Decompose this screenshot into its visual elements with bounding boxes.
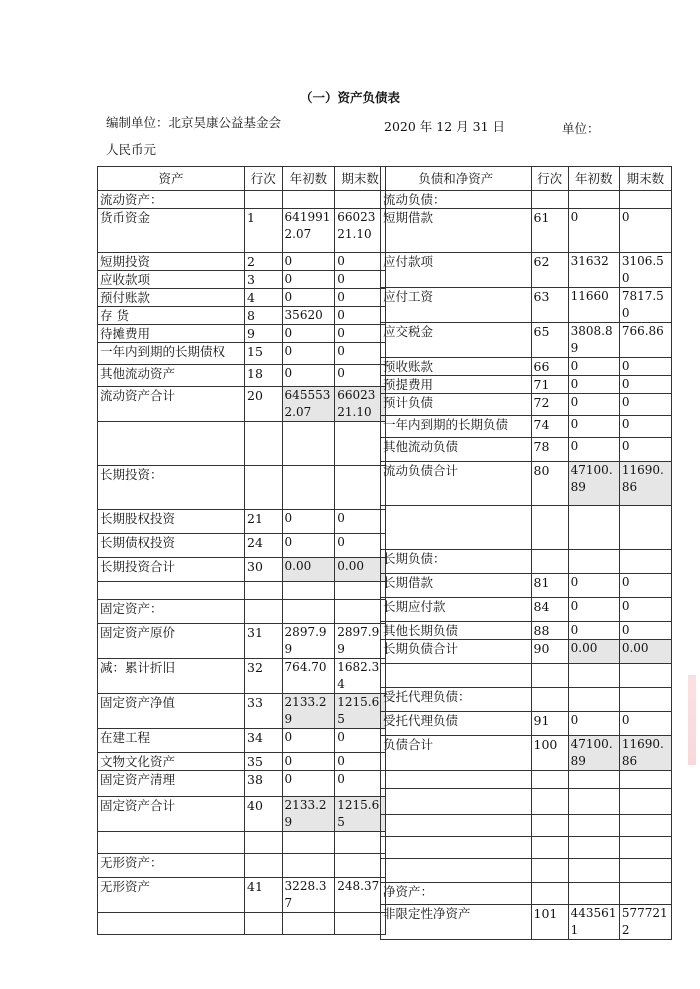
opening-balance-cell xyxy=(282,191,335,209)
item-name-cell: 固定资产净值 xyxy=(98,694,245,729)
item-name-cell: 一年内到期的长期债权 xyxy=(98,343,245,365)
column-header: 行次 xyxy=(245,167,283,191)
opening-balance-cell xyxy=(568,815,619,837)
table-row xyxy=(381,736,672,771)
table-row xyxy=(381,288,672,323)
opening-balance-cell: 0 xyxy=(282,289,335,307)
table-row xyxy=(98,387,386,422)
item-name-cell: 预提费用 xyxy=(381,376,532,394)
item-name-cell: 货币资金 xyxy=(98,209,245,253)
closing-balance-cell: 0.00 xyxy=(335,558,386,582)
table-row xyxy=(98,832,386,854)
opening-balance-cell: 3808.89 xyxy=(568,323,619,358)
line-number-cell: 66 xyxy=(531,358,568,376)
opening-balance-cell xyxy=(568,859,619,883)
table-row xyxy=(98,913,386,935)
column-header: 年初数 xyxy=(282,167,335,191)
line-number-cell: 63 xyxy=(531,288,568,323)
opening-balance-cell: 35620 xyxy=(282,307,335,325)
opening-balance-cell: 0 xyxy=(282,253,335,271)
table-row xyxy=(98,878,386,913)
closing-balance-cell: 0 xyxy=(619,394,671,416)
table-row xyxy=(381,837,672,859)
line-number-cell: 1 xyxy=(245,209,283,253)
table-row xyxy=(381,394,672,416)
line-number-cell: 33 xyxy=(245,694,283,729)
closing-balance-cell: 2897.99 xyxy=(335,624,386,659)
opening-balance-cell: 0 xyxy=(568,376,619,394)
line-number-cell: 21 xyxy=(245,510,283,534)
item-name-cell xyxy=(381,859,532,883)
item-name-cell: 其他流动资产 xyxy=(98,365,245,387)
table-row xyxy=(381,438,672,462)
opening-balance-cell: 0 xyxy=(282,365,335,387)
table-row xyxy=(381,664,672,688)
report-date: 2020 年 12 月 31 日 xyxy=(384,119,505,134)
closing-balance-cell: 1215.65 xyxy=(335,797,386,832)
item-name-cell: 负债合计 xyxy=(381,736,532,771)
opening-balance-cell: 3228.37 xyxy=(282,878,335,913)
item-name-cell: 其他流动负债 xyxy=(381,438,532,462)
table-row xyxy=(98,753,386,771)
closing-balance-cell xyxy=(335,854,386,878)
closing-balance-cell: 0 xyxy=(619,622,671,640)
item-name-cell: 应付工资 xyxy=(381,288,532,323)
line-number-cell: 78 xyxy=(531,438,568,462)
opening-balance-cell xyxy=(568,550,619,574)
item-name-cell: 长期股权投资 xyxy=(98,510,245,534)
line-number-cell: 2 xyxy=(245,253,283,271)
reporting-unit: 编制单位：北京昊康公益基金会 xyxy=(106,115,282,130)
item-name-cell: 无形资产 xyxy=(98,878,245,913)
line-number-cell xyxy=(245,600,283,624)
opening-balance-cell: 6455532.07 xyxy=(282,387,335,422)
item-name-cell: 受托代理负债： xyxy=(381,688,532,712)
closing-balance-cell xyxy=(619,191,671,209)
closing-balance-cell xyxy=(335,466,386,510)
table-row xyxy=(381,622,672,640)
line-number-cell xyxy=(245,422,283,466)
item-name-cell: 短期借款 xyxy=(381,209,532,253)
table-row xyxy=(98,600,386,624)
assets-table xyxy=(97,166,386,935)
closing-balance-cell xyxy=(619,837,671,859)
closing-balance-cell: 0 xyxy=(335,325,386,343)
table-row xyxy=(98,510,386,534)
closing-balance-cell: 0 xyxy=(619,209,671,253)
closing-balance-cell: 11690.86 xyxy=(619,462,671,506)
closing-balance-cell: 0 xyxy=(335,365,386,387)
line-number-cell: 3 xyxy=(245,271,283,289)
closing-balance-cell xyxy=(619,771,671,789)
opening-balance-cell: 0 xyxy=(568,394,619,416)
opening-balance-cell xyxy=(568,506,619,550)
closing-balance-cell: 0 xyxy=(619,712,671,736)
table-row xyxy=(98,422,386,466)
line-number-cell xyxy=(245,466,283,510)
item-name-cell xyxy=(381,789,532,815)
table-row xyxy=(381,550,672,574)
opening-balance-cell xyxy=(282,466,335,510)
item-name-cell xyxy=(381,771,532,789)
item-name-cell: 文物文化资产 xyxy=(98,753,245,771)
item-name-cell xyxy=(381,837,532,859)
opening-balance-cell: 0 xyxy=(282,343,335,365)
item-name-cell: 其他长期负债 xyxy=(381,622,532,640)
closing-balance-cell: 0 xyxy=(619,574,671,598)
table-row xyxy=(98,466,386,510)
item-name-cell: 应交税金 xyxy=(381,323,532,358)
opening-balance-cell: 0 xyxy=(568,574,619,598)
opening-balance-cell: 2897.99 xyxy=(282,624,335,659)
opening-balance-cell: 0 xyxy=(568,622,619,640)
line-number-cell: 30 xyxy=(245,558,283,582)
line-number-cell: 65 xyxy=(531,323,568,358)
item-name-cell xyxy=(98,422,245,466)
opening-balance-cell xyxy=(568,191,619,209)
opening-balance-cell: 4435611 xyxy=(568,905,619,940)
column-header: 期末数 xyxy=(619,167,671,191)
line-number-cell: 24 xyxy=(245,534,283,558)
closing-balance-cell: 5777212 xyxy=(619,905,671,940)
opening-balance-cell: 2133.29 xyxy=(282,797,335,832)
item-name-cell: 待摊费用 xyxy=(98,325,245,343)
opening-balance-cell: 31632 xyxy=(568,253,619,288)
opening-balance-cell: 47100.89 xyxy=(568,736,619,771)
line-number-cell: 101 xyxy=(531,905,568,940)
closing-balance-cell xyxy=(335,422,386,466)
item-name-cell: 长期应付款 xyxy=(381,598,532,622)
table-row xyxy=(98,771,386,797)
item-name-cell: 预付账款 xyxy=(98,289,245,307)
opening-balance-cell xyxy=(282,913,335,935)
opening-balance-cell: 0 xyxy=(282,271,335,289)
closing-balance-cell xyxy=(619,815,671,837)
table-row xyxy=(98,307,386,325)
table-row xyxy=(98,191,386,209)
line-number-cell: 34 xyxy=(245,729,283,753)
line-number-cell xyxy=(531,688,568,712)
item-name-cell: 在建工程 xyxy=(98,729,245,753)
table-row xyxy=(98,271,386,289)
table-row xyxy=(381,598,672,622)
opening-balance-cell: 0 xyxy=(282,753,335,771)
table-row xyxy=(381,771,672,789)
opening-balance-cell xyxy=(568,688,619,712)
line-number-cell: 38 xyxy=(245,771,283,797)
table-row xyxy=(381,712,672,736)
line-number-cell: 100 xyxy=(531,736,568,771)
line-number-cell xyxy=(531,837,568,859)
opening-balance-cell xyxy=(282,582,335,600)
table-row xyxy=(381,574,672,598)
opening-balance-cell: 6419912.07 xyxy=(282,209,335,253)
closing-balance-cell: 3106.50 xyxy=(619,253,671,288)
line-number-cell xyxy=(531,815,568,837)
line-number-cell: 90 xyxy=(531,640,568,664)
closing-balance-cell xyxy=(335,582,386,600)
line-number-cell: 20 xyxy=(245,387,283,422)
item-name-cell: 固定资产合计 xyxy=(98,797,245,832)
closing-balance-cell xyxy=(619,883,671,905)
opening-balance-cell: 0 xyxy=(568,438,619,462)
opening-balance-cell: 0 xyxy=(568,358,619,376)
column-header: 负债和净资产 xyxy=(381,167,532,191)
item-name-cell: 预收账款 xyxy=(381,358,532,376)
table-row xyxy=(381,688,672,712)
item-name-cell: 应收款项 xyxy=(98,271,245,289)
table-row xyxy=(381,883,672,905)
item-name-cell: 一年内到期的长期负债 xyxy=(381,416,532,438)
table-row xyxy=(98,582,386,600)
closing-balance-cell xyxy=(619,506,671,550)
closing-balance-cell: 1682.34 xyxy=(335,659,386,694)
right-header-row xyxy=(381,167,672,191)
closing-balance-cell: 0 xyxy=(335,753,386,771)
closing-balance-cell: 766.86 xyxy=(619,323,671,358)
currency-unit-label: 单位： xyxy=(562,121,600,136)
item-name-cell: 长期负债： xyxy=(381,550,532,574)
opening-balance-cell xyxy=(568,883,619,905)
item-name-cell: 流动资产： xyxy=(98,191,245,209)
column-header: 期末数 xyxy=(335,167,386,191)
closing-balance-cell: 0 xyxy=(619,358,671,376)
table-row xyxy=(381,358,672,376)
closing-balance-cell xyxy=(619,688,671,712)
closing-balance-cell xyxy=(619,664,671,688)
closing-balance-cell: 11690.86 xyxy=(619,736,671,771)
line-number-cell xyxy=(245,832,283,854)
line-number-cell: 8 xyxy=(245,307,283,325)
item-name-cell: 流动资产合计 xyxy=(98,387,245,422)
item-name-cell: 净资产： xyxy=(381,883,532,905)
table-row xyxy=(381,789,672,815)
table-row xyxy=(381,506,672,550)
closing-balance-cell: 0 xyxy=(619,438,671,462)
table-row xyxy=(381,323,672,358)
column-header: 资产 xyxy=(98,167,245,191)
closing-balance-cell: 248.37 xyxy=(335,878,386,913)
line-number-cell xyxy=(531,883,568,905)
opening-balance-cell: 0 xyxy=(568,209,619,253)
item-name-cell xyxy=(98,582,245,600)
opening-balance-cell: 0 xyxy=(568,712,619,736)
opening-balance-cell xyxy=(568,664,619,688)
opening-balance-cell: 0 xyxy=(282,771,335,797)
opening-balance-cell xyxy=(282,422,335,466)
table-row xyxy=(381,376,672,394)
table-row xyxy=(98,659,386,694)
opening-balance-cell: 0.00 xyxy=(282,558,335,582)
closing-balance-cell xyxy=(619,789,671,815)
line-number-cell: 18 xyxy=(245,365,283,387)
line-number-cell: 4 xyxy=(245,289,283,307)
closing-balance-cell: 0 xyxy=(335,771,386,797)
closing-balance-cell: 0 xyxy=(335,510,386,534)
closing-balance-cell: 6602321.10 xyxy=(335,209,386,253)
opening-balance-cell: 0.00 xyxy=(568,640,619,664)
line-number-cell xyxy=(531,859,568,883)
table-row xyxy=(98,253,386,271)
line-number-cell xyxy=(245,191,283,209)
currency-unit: 人民币元 xyxy=(106,142,157,157)
opening-balance-cell: 0 xyxy=(568,598,619,622)
item-name-cell: 受托代理负债 xyxy=(381,712,532,736)
table-row xyxy=(381,209,672,253)
opening-balance-cell: 764.70 xyxy=(282,659,335,694)
closing-balance-cell: 0.00 xyxy=(619,640,671,664)
closing-balance-cell: 0 xyxy=(335,253,386,271)
line-number-cell xyxy=(531,550,568,574)
item-name-cell: 非限定性净资产 xyxy=(381,905,532,940)
opening-balance-cell: 0 xyxy=(282,534,335,558)
column-header: 行次 xyxy=(531,167,568,191)
table-row xyxy=(381,640,672,664)
opening-balance-cell xyxy=(282,832,335,854)
report-title: （一）资产负债表 xyxy=(299,90,400,105)
opening-balance-cell: 0 xyxy=(568,416,619,438)
table-row xyxy=(98,343,386,365)
line-number-cell: 31 xyxy=(245,624,283,659)
table-row xyxy=(381,905,672,940)
item-name-cell xyxy=(381,815,532,837)
closing-balance-cell: 0 xyxy=(619,416,671,438)
opening-balance-cell xyxy=(282,600,335,624)
closing-balance-cell: 1215.65 xyxy=(335,694,386,729)
item-name-cell xyxy=(381,506,532,550)
table-row xyxy=(98,209,386,253)
item-name-cell: 长期借款 xyxy=(381,574,532,598)
table-row xyxy=(98,624,386,659)
line-number-cell: 41 xyxy=(245,878,283,913)
closing-balance-cell: 7817.50 xyxy=(619,288,671,323)
item-name-cell: 长期债权投资 xyxy=(98,534,245,558)
opening-balance-cell: 0 xyxy=(282,325,335,343)
opening-balance-cell xyxy=(282,854,335,878)
table-row xyxy=(98,694,386,729)
line-number-cell: 61 xyxy=(531,209,568,253)
opening-balance-cell: 0 xyxy=(282,510,335,534)
item-name-cell: 流动负债合计 xyxy=(381,462,532,506)
item-name-cell: 长期负债合计 xyxy=(381,640,532,664)
line-number-cell: 35 xyxy=(245,753,283,771)
closing-balance-cell xyxy=(335,913,386,935)
stamp-mark xyxy=(688,675,696,765)
item-name-cell: 长期投资合计 xyxy=(98,558,245,582)
opening-balance-cell: 0 xyxy=(282,729,335,753)
opening-balance-cell xyxy=(568,771,619,789)
line-number-cell: 15 xyxy=(245,343,283,365)
closing-balance-cell: 0 xyxy=(335,343,386,365)
closing-balance-cell xyxy=(335,832,386,854)
item-name-cell xyxy=(98,913,245,935)
line-number-cell: 91 xyxy=(531,712,568,736)
line-number-cell: 74 xyxy=(531,416,568,438)
table-row xyxy=(98,558,386,582)
table-row xyxy=(98,534,386,558)
table-row xyxy=(381,253,672,288)
item-name-cell: 短期投资 xyxy=(98,253,245,271)
closing-balance-cell: 0 xyxy=(335,729,386,753)
line-number-cell: 32 xyxy=(245,659,283,694)
opening-balance-cell: 2133.29 xyxy=(282,694,335,729)
line-number-cell: 40 xyxy=(245,797,283,832)
item-name-cell: 存 货 xyxy=(98,307,245,325)
line-number-cell xyxy=(245,913,283,935)
closing-balance-cell xyxy=(619,550,671,574)
item-name-cell xyxy=(98,832,245,854)
item-name-cell: 固定资产： xyxy=(98,600,245,624)
item-name-cell: 固定资产原价 xyxy=(98,624,245,659)
item-name-cell: 长期投资： xyxy=(98,466,245,510)
opening-balance-cell xyxy=(568,789,619,815)
liabilities-table xyxy=(380,166,672,940)
table-row xyxy=(98,365,386,387)
closing-balance-cell: 6602321.10 xyxy=(335,387,386,422)
item-name-cell: 减：累计折旧 xyxy=(98,659,245,694)
line-number-cell: 62 xyxy=(531,253,568,288)
table-row xyxy=(98,289,386,307)
line-number-cell xyxy=(531,771,568,789)
line-number-cell: 84 xyxy=(531,598,568,622)
line-number-cell: 71 xyxy=(531,376,568,394)
line-number-cell: 81 xyxy=(531,574,568,598)
table-row xyxy=(381,416,672,438)
line-number-cell: 88 xyxy=(531,622,568,640)
line-number-cell xyxy=(531,191,568,209)
closing-balance-cell: 0 xyxy=(335,271,386,289)
closing-balance-cell xyxy=(335,191,386,209)
closing-balance-cell: 0 xyxy=(619,598,671,622)
line-number-cell xyxy=(531,789,568,815)
item-name-cell: 固定资产清理 xyxy=(98,771,245,797)
item-name-cell: 流动负债： xyxy=(381,191,532,209)
column-header: 年初数 xyxy=(568,167,619,191)
closing-balance-cell: 0 xyxy=(335,534,386,558)
item-name-cell xyxy=(381,664,532,688)
closing-balance-cell: 0 xyxy=(335,289,386,307)
closing-balance-cell xyxy=(619,859,671,883)
table-row xyxy=(381,462,672,506)
line-number-cell: 80 xyxy=(531,462,568,506)
line-number-cell xyxy=(245,582,283,600)
line-number-cell xyxy=(245,854,283,878)
opening-balance-cell: 47100.89 xyxy=(568,462,619,506)
left-header-row xyxy=(98,167,386,191)
opening-balance-cell: 11660 xyxy=(568,288,619,323)
closing-balance-cell: 0 xyxy=(335,307,386,325)
line-number-cell: 9 xyxy=(245,325,283,343)
opening-balance-cell xyxy=(568,837,619,859)
table-row xyxy=(98,729,386,753)
table-row xyxy=(381,191,672,209)
table-row xyxy=(381,815,672,837)
closing-balance-cell xyxy=(335,600,386,624)
table-row xyxy=(98,325,386,343)
line-number-cell xyxy=(531,506,568,550)
item-name-cell: 应付款项 xyxy=(381,253,532,288)
line-number-cell xyxy=(531,664,568,688)
item-name-cell: 无形资产： xyxy=(98,854,245,878)
table-row xyxy=(381,859,672,883)
closing-balance-cell: 0 xyxy=(619,376,671,394)
item-name-cell: 预计负债 xyxy=(381,394,532,416)
line-number-cell: 72 xyxy=(531,394,568,416)
table-row xyxy=(98,797,386,832)
table-row xyxy=(98,854,386,878)
